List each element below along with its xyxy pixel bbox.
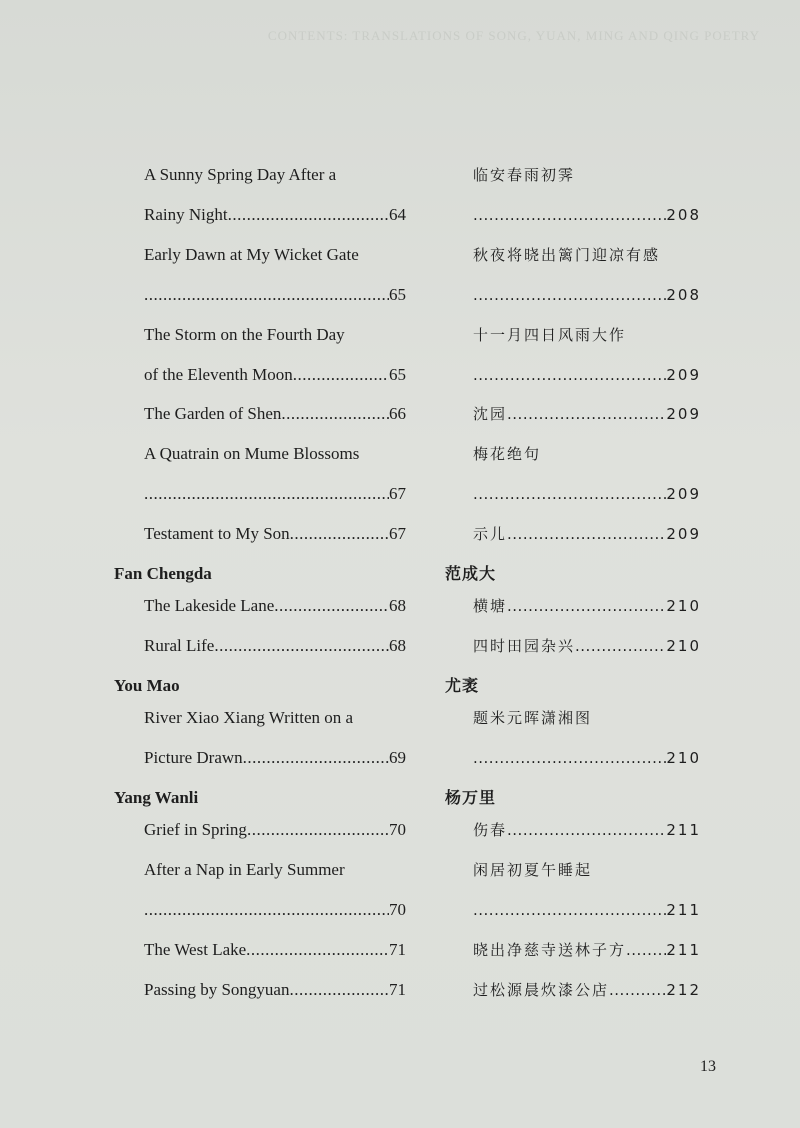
toc-entry-line <box>473 940 701 960</box>
toc-entry-title: 题米元晖潇湘图 <box>473 709 593 727</box>
toc-entry-title: Rural Life <box>144 636 215 655</box>
toc-entry-title: 闲居初夏午睡起 <box>473 861 593 879</box>
toc-entry-title: 秋夜将晓出篱门迎凉有感 <box>473 246 661 264</box>
toc-entry-line <box>144 980 406 1000</box>
toc-page-number: 209 <box>666 366 701 384</box>
toc-page-number: 66 <box>389 404 406 423</box>
toc-page-number: 212 <box>666 981 701 999</box>
toc-page-number: 209 <box>666 405 701 423</box>
toc-page-number: 211 <box>666 901 701 919</box>
toc-page-number: 211 <box>666 941 701 959</box>
toc-entry-line <box>473 524 701 544</box>
toc-entry-title: The West Lake <box>144 940 247 959</box>
toc-entry-line <box>144 636 406 656</box>
toc-entry-line <box>473 285 701 305</box>
toc-entry-line <box>473 596 701 616</box>
author-heading: 范成大 <box>445 564 497 583</box>
toc-entry-line <box>144 285 406 305</box>
toc-page-number: 69 <box>389 748 406 767</box>
toc-entry-title: 伤春 <box>473 821 508 839</box>
dot-leader <box>626 940 666 960</box>
toc-page-number: 65 <box>389 365 406 384</box>
toc-entry-title: 十一月四日风雨大作 <box>473 326 627 344</box>
toc-entry-title: Grief in Spring <box>144 820 247 839</box>
toc-entry-line <box>144 940 406 960</box>
dot-leader <box>473 900 666 920</box>
dot-leader <box>507 820 666 840</box>
dot-leader <box>507 524 666 544</box>
toc-entry-title: Rainy Night <box>144 205 228 224</box>
toc-entry-line <box>473 980 701 1000</box>
toc-page-number: 68 <box>389 596 406 615</box>
toc-entry-title: The Storm on the Fourth Day <box>144 325 345 344</box>
toc-page-number: 70 <box>389 900 406 919</box>
dot-leader <box>473 285 666 305</box>
toc-page-number: 71 <box>389 940 406 959</box>
toc-entry-title: The Garden of Shen <box>144 404 282 423</box>
toc-page-number: 71 <box>389 980 406 999</box>
toc-entry-line <box>144 820 406 840</box>
toc-page-number: 210 <box>666 749 701 767</box>
toc-entry-line <box>473 404 701 424</box>
dot-leader <box>473 205 666 225</box>
toc-entry-line <box>144 205 406 225</box>
toc-page-number: 210 <box>666 637 701 655</box>
toc-page-number: 67 <box>389 484 406 503</box>
dot-leader <box>290 524 389 544</box>
toc-entry-title: After a Nap in Early Summer <box>144 860 345 879</box>
dot-leader <box>609 980 666 1000</box>
toc-page-number: 67 <box>389 524 406 543</box>
dot-leader <box>228 205 389 225</box>
toc-entry-line <box>473 205 701 225</box>
page-number: 13 <box>700 1058 716 1075</box>
dot-leader <box>473 484 666 504</box>
toc-entry-title: of the Eleventh Moon <box>144 365 293 384</box>
running-header: CONTENTS: TRANSLATIONS OF SONG, YUAN, MING AND QING POETRY <box>267 28 760 43</box>
dot-leader <box>281 404 389 424</box>
dot-leader <box>293 365 389 385</box>
toc-page-number: 70 <box>389 820 406 839</box>
dot-leader <box>144 484 389 504</box>
toc-entry-line <box>144 484 406 504</box>
toc-entry-title: Early Dawn at My Wicket Gate <box>144 245 359 264</box>
author-heading: You Mao <box>114 676 180 695</box>
toc-entry-title: 示儿 <box>473 525 508 543</box>
author-heading: 杨万里 <box>445 788 497 807</box>
toc-entry-title: 四时田园杂兴 <box>473 637 576 655</box>
toc-entry-line <box>473 365 701 385</box>
toc-entry-line <box>473 484 701 504</box>
toc-entry-title: Testament to My Son <box>144 524 290 543</box>
toc-entry-title: Picture Drawn <box>144 748 243 767</box>
toc-entry-title: A Sunny Spring Day After a <box>144 165 337 184</box>
toc-page-number: 211 <box>666 821 701 839</box>
toc-page-number: 64 <box>389 205 406 224</box>
dot-leader <box>246 940 389 960</box>
toc-entry-line <box>144 748 406 768</box>
dot-leader <box>507 404 666 424</box>
toc-page-number: 209 <box>666 525 701 543</box>
toc-page-number: 65 <box>389 285 406 304</box>
toc-entry-title: 梅花绝句 <box>473 445 542 463</box>
dot-leader <box>274 596 389 616</box>
toc-entry-title: 沈园 <box>473 405 508 423</box>
toc-entry-title: 横塘 <box>473 597 508 615</box>
author-heading: Yang Wanli <box>114 788 199 807</box>
toc-entry-line <box>473 900 701 920</box>
toc-entry-title: River Xiao Xiang Written on a <box>144 708 354 727</box>
toc-entry-line <box>144 365 406 385</box>
dot-leader <box>144 285 389 305</box>
toc-entry-line <box>473 748 701 768</box>
author-heading: Fan Chengda <box>114 564 212 583</box>
toc-entry-title: 过松源晨炊漆公店 <box>473 981 610 999</box>
toc-entry-line <box>144 900 406 920</box>
dot-leader <box>473 748 666 768</box>
dot-leader <box>507 596 666 616</box>
toc-entry-title: The Lakeside Lane <box>144 596 275 615</box>
dot-leader <box>289 980 389 1000</box>
toc-entry-title: 临安春雨初霁 <box>473 166 576 184</box>
toc-entry-line <box>144 596 406 616</box>
toc-page-number: 208 <box>666 206 701 224</box>
toc-entry-title: A Quatrain on Mume Blossoms <box>144 444 360 463</box>
dot-leader <box>473 365 666 385</box>
toc-page-number: 68 <box>389 636 406 655</box>
author-heading: 尤袤 <box>445 676 480 695</box>
toc-page-number: 208 <box>666 286 701 304</box>
toc-entry-title: Passing by Songyuan <box>144 980 290 999</box>
toc-entry-line <box>144 404 406 424</box>
toc-entry-line <box>473 820 701 840</box>
toc-entry-line <box>473 636 701 656</box>
dot-leader <box>144 900 389 920</box>
toc-page-number: 210 <box>666 597 701 615</box>
dot-leader <box>247 820 389 840</box>
dot-leader <box>214 636 389 656</box>
toc-page-number: 209 <box>666 485 701 503</box>
toc-entry-line <box>144 524 406 544</box>
dot-leader <box>243 748 389 768</box>
dot-leader <box>575 636 666 656</box>
toc-entry-title: 晓出净慈寺送林子方 <box>473 941 627 959</box>
